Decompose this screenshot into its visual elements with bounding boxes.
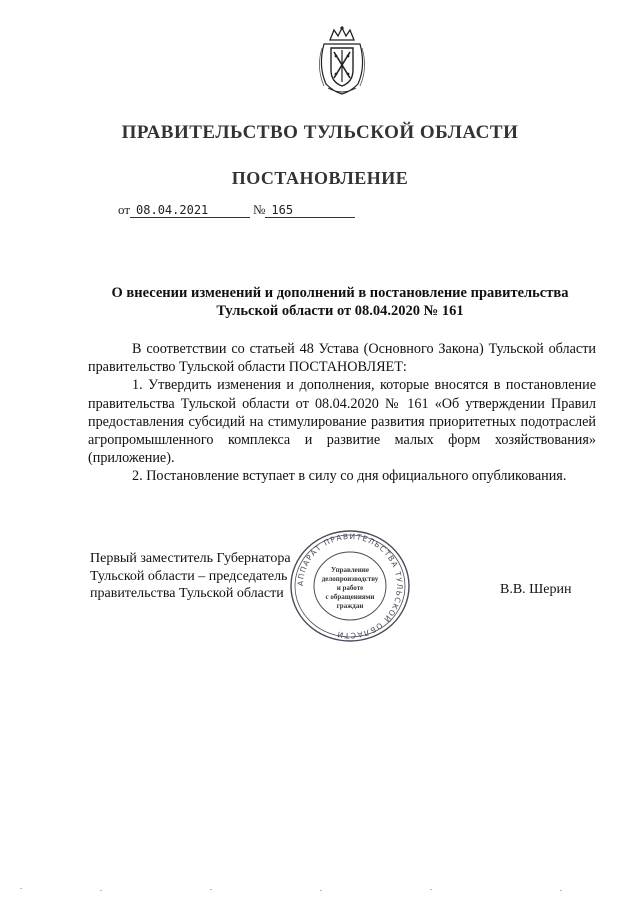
scan-speck [430,889,432,890]
scan-speck [100,890,102,891]
body-paragraph-1: В соответствии со статьей 48 Устава (Основного Закона) Тульской области правительство Тульской области ПОСТАНОВЛЯЕТ: [88,341,596,376]
scan-speck [560,890,562,891]
stamp-center-line-1: Управление [331,566,369,574]
signatory-name: В.В. Шерин [500,582,572,597]
scan-speck [320,890,322,891]
date-label: от [118,202,131,217]
document-type: ПОСТАНОВЛЕНИЕ [231,168,409,188]
position-line-3: правительства Тульской области [90,586,284,601]
position-line-2: Тульской области – председатель [90,568,288,584]
stamp-center-line-2: делопроизводству [321,575,379,583]
scan-speck [20,888,22,889]
official-stamp [288,528,412,644]
scan-speck [210,889,212,890]
document-subject [80,284,600,320]
document-number: 165 [265,203,355,218]
position-line-1: Первый заместитель Губернатора [90,551,291,566]
stamp-ring-text: АППАРАТ ПРАВИТЕЛЬСТВА ТУЛЬСКОЙ ОБЛАСТИ [295,531,405,641]
subject-line-1: О внесении изменений и дополнений в постановление правительства [111,285,569,301]
stamp-center-line-5: граждан [336,602,364,610]
number-label: № [253,202,266,217]
document-date: 08.04.2021 [130,203,250,218]
document-date-number-row [118,202,355,218]
body-paragraph-3: 2. Постановление вступает в силу со дня официального опубликования. [132,468,567,485]
stamp-center-line-4: с обращениями [325,593,375,601]
stamp-center-line-3: и работе [336,584,364,592]
organization-title: ПРАВИТЕЛЬСТВО ТУЛЬСКОЙ ОБЛАСТИ [121,122,519,143]
coat-of-arms-emblem [316,26,368,96]
signatory-position [90,550,291,603]
document-body [88,340,596,486]
body-paragraph-2: 1. Утвердить изменения и дополнения, которые вносятся в постановление правительства Тульской области от 08.04.2020 № 161 «Об утверждении Правил предоставления субсидий на стимулирование развития приоритетных подотраслей агропромышленного комплекса и развитие малых форм хозяйствования» (приложение). [88,377,596,467]
subject-line-2: Тульской области от 08.04.2020 № 161 [216,303,464,319]
